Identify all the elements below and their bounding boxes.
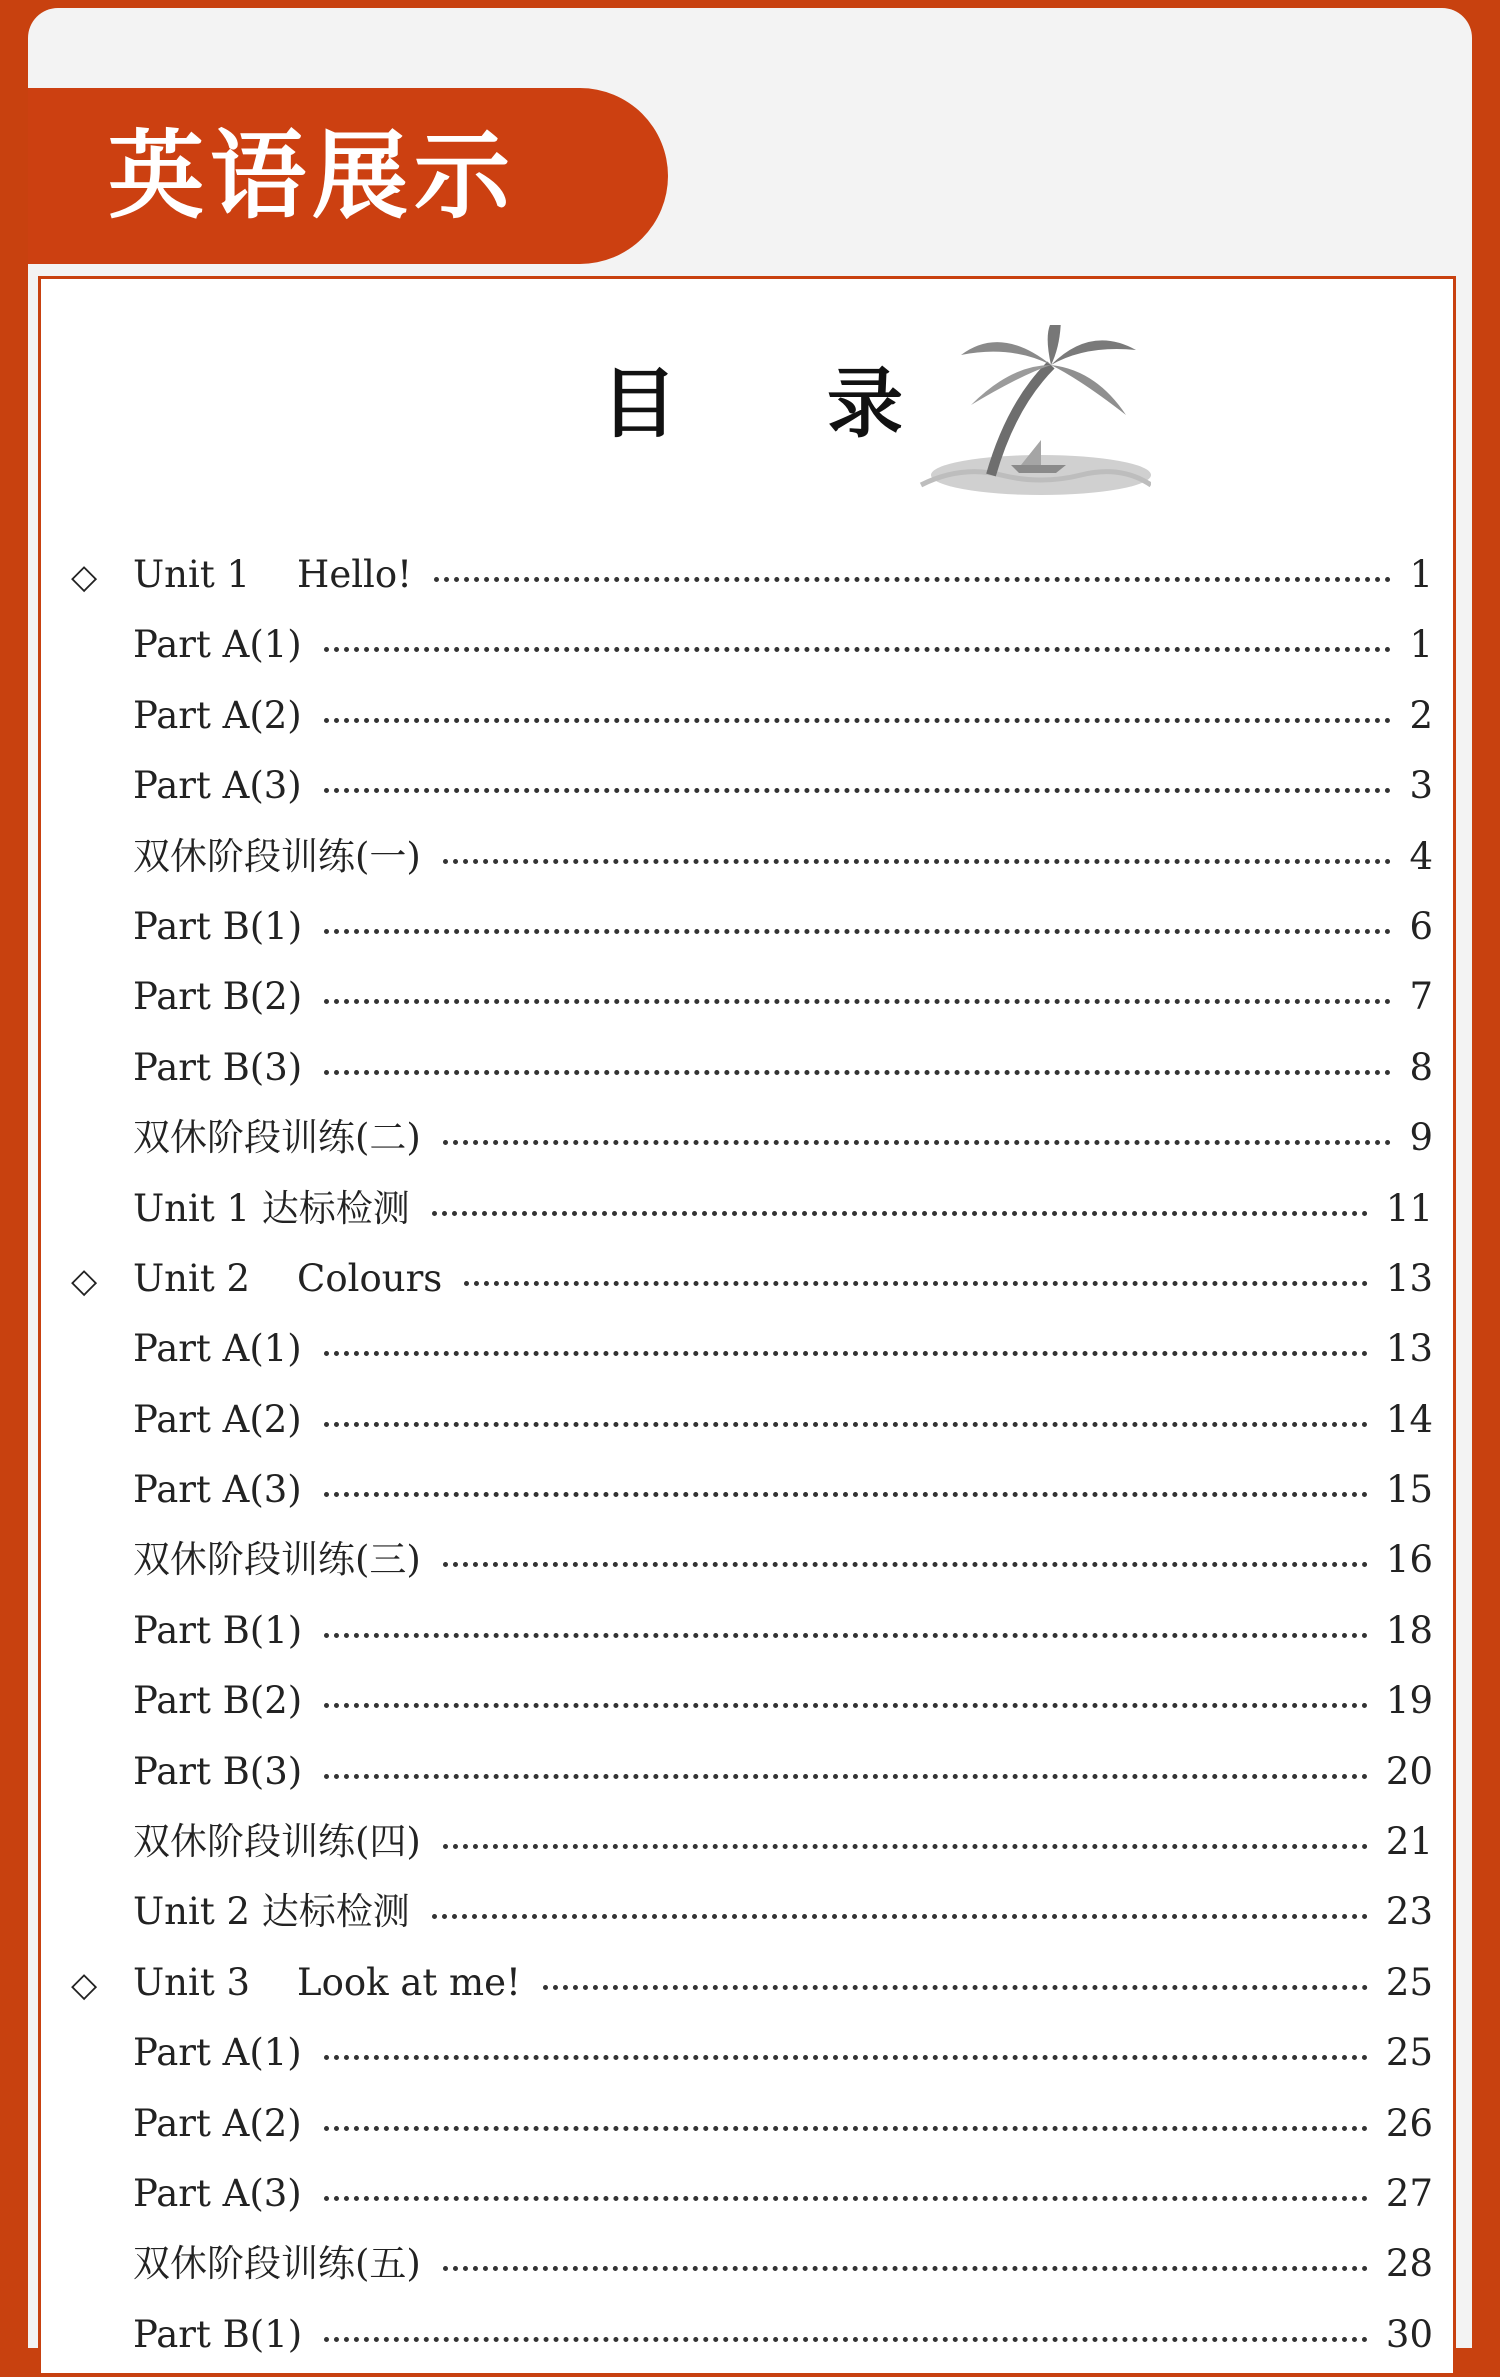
toc-leader-dots: [324, 1774, 1368, 1779]
toc-page-number: 20: [1385, 1749, 1433, 1793]
toc-leader-dots: [324, 1351, 1368, 1356]
toc-leader-dots: [434, 577, 1391, 582]
toc-list: [41, 547, 1459, 2377]
diamond-icon: ◇: [71, 557, 98, 597]
toc-page-number: 3: [1409, 764, 1433, 808]
toc-leader-dots: [443, 2266, 1368, 2271]
diamond-icon: ◇: [71, 1260, 98, 1301]
toc-entry-label: Unit 2 Colours: [133, 1256, 443, 1300]
toc-page-number: 7: [1409, 975, 1433, 1019]
toc-page-number: 26: [1385, 2101, 1433, 2145]
toc-entry-label: Part B(1): [133, 904, 303, 948]
toc-entry-label: Part A(3): [133, 1468, 302, 1512]
toc-page-number: 13: [1385, 1327, 1433, 1371]
toc-leader-dots: [324, 2126, 1368, 2131]
toc-leader-dots: [543, 1985, 1368, 1990]
toc-entry[interactable]: [41, 1321, 1459, 1391]
toc-entry[interactable]: [41, 1603, 1459, 1673]
toc-entry-label: Part A(3): [133, 764, 302, 808]
toc-entry[interactable]: [41, 2025, 1459, 2095]
toc-entry-label: Part A(2): [133, 2101, 302, 2145]
toc-panel: [38, 276, 1456, 2376]
toc-entry[interactable]: [41, 688, 1459, 758]
toc-entry[interactable]: [41, 829, 1459, 899]
toc-entry[interactable]: [41, 1532, 1459, 1602]
toc-entry[interactable]: [41, 969, 1459, 1039]
toc-entry[interactable]: [41, 1884, 1459, 1954]
toc-entry[interactable]: [41, 2166, 1459, 2236]
toc-page-number: 14: [1385, 1397, 1433, 1441]
toc-entry-label: 双休阶段训练(四): [133, 1820, 421, 1864]
header-banner: [28, 88, 668, 264]
toc-page-number: 4: [1409, 834, 1433, 878]
toc-leader-dots: [324, 1633, 1368, 1638]
toc-entry[interactable]: [41, 1181, 1459, 1251]
toc-entry-label: Part A(1): [133, 2031, 302, 2075]
toc-entry-label: Part B(2): [133, 975, 303, 1019]
toc-leader-dots: [432, 1914, 1368, 1919]
toc-entry[interactable]: [41, 1251, 1459, 1321]
toc-leader-dots: [324, 999, 1391, 1004]
toc-entry-label: Part B(2): [133, 1679, 303, 1723]
toc-entry[interactable]: [41, 1040, 1459, 1110]
toc-leader-dots: [324, 1492, 1368, 1497]
toc-leader-dots: [443, 1562, 1368, 1567]
toc-entry[interactable]: [41, 2236, 1459, 2306]
toc-entry-label: Part B(1): [133, 2312, 303, 2356]
toc-entry-label: Part A(3): [133, 2171, 302, 2215]
toc-entry[interactable]: [41, 1744, 1459, 1814]
toc-page-number: 11: [1385, 1186, 1433, 1230]
toc-leader-dots: [443, 1844, 1368, 1849]
toc-leader-dots: [324, 718, 1391, 723]
toc-entry[interactable]: [41, 617, 1459, 687]
toc-entry-label: Part A(1): [133, 623, 302, 667]
toc-entry-label: Part B(1): [133, 1608, 303, 1652]
toc-entry[interactable]: [41, 2307, 1459, 2377]
toc-leader-dots: [324, 1422, 1368, 1427]
toc-page-number: 8: [1409, 1045, 1433, 1089]
toc-leader-dots: [324, 2055, 1368, 2060]
toc-entry[interactable]: [41, 758, 1459, 828]
palm-island-icon: [901, 325, 1151, 505]
toc-page-number: 6: [1409, 904, 1433, 948]
toc-leader-dots: [324, 1070, 1391, 1075]
toc-leader-dots: [443, 1140, 1391, 1145]
toc-leader-dots: [324, 929, 1391, 934]
toc-entry-label: Part A(2): [133, 693, 302, 737]
toc-entry[interactable]: [41, 1110, 1459, 1180]
diamond-icon: ◇: [71, 1964, 98, 2005]
toc-page-number: 16: [1385, 1538, 1433, 1582]
toc-entry[interactable]: [41, 1392, 1459, 1462]
toc-leader-dots: [324, 1703, 1368, 1708]
toc-page-number: 23: [1385, 1890, 1433, 1934]
toc-entry-label: Part A(2): [133, 1397, 302, 1441]
toc-entry[interactable]: [41, 1462, 1459, 1532]
toc-entry-label: 双休阶段训练(一): [133, 834, 421, 878]
banner-title: 英语展示: [108, 120, 516, 232]
toc-page-number: 13: [1385, 1256, 1433, 1300]
toc-page-number: 2: [1409, 693, 1433, 737]
toc-entry-label: 双休阶段训练(二): [133, 1116, 421, 1160]
toc-page-number: 27: [1385, 2171, 1433, 2215]
toc-page-number: 1: [1409, 553, 1433, 596]
toc-page-number: 9: [1409, 1116, 1433, 1160]
toc-leader-dots: [324, 2196, 1368, 2201]
toc-page-number: 19: [1385, 1679, 1433, 1723]
toc-entry-label: 双休阶段训练(三): [133, 1538, 421, 1582]
toc-leader-dots: [432, 1211, 1368, 1216]
toc-entry[interactable]: [41, 2096, 1459, 2166]
toc-entry-label: Unit 1 达标检测: [133, 1186, 410, 1230]
toc-page-number: 30: [1385, 2312, 1433, 2356]
toc-leader-dots: [324, 647, 1391, 652]
toc-entry-label: 双休阶段训练(五): [133, 2242, 421, 2286]
toc-title-char-1: 目: [601, 359, 677, 448]
toc-entry[interactable]: [41, 1955, 1459, 2025]
toc-entry[interactable]: [41, 547, 1459, 617]
toc-entry-label: Unit 1 Hello!: [133, 553, 413, 596]
toc-leader-dots: [324, 788, 1391, 793]
toc-title: [601, 359, 903, 449]
toc-page-number: 1: [1409, 623, 1433, 667]
toc-page-number: 18: [1385, 1608, 1433, 1652]
toc-entry-label: Part A(1): [133, 1327, 302, 1371]
toc-entry-label: Part B(3): [133, 1045, 303, 1089]
toc-entry-label: Unit 3 Look at me!: [133, 1960, 521, 2004]
toc-page-number: 15: [1385, 1468, 1433, 1512]
toc-title-char-2: 录: [827, 359, 903, 448]
toc-entry[interactable]: [41, 1673, 1459, 1743]
toc-leader-dots: [443, 859, 1391, 864]
toc-entry[interactable]: [41, 899, 1459, 969]
toc-page-number: 25: [1385, 1960, 1433, 2004]
toc-entry[interactable]: [41, 1814, 1459, 1884]
toc-leader-dots: [464, 1281, 1368, 1286]
toc-entry-label: Part B(3): [133, 1749, 303, 1793]
toc-entry-label: Unit 2 达标检测: [133, 1890, 410, 1934]
toc-page-number: 21: [1385, 1820, 1433, 1864]
toc-page-number: 25: [1385, 2031, 1433, 2075]
page-card: [28, 8, 1472, 2356]
toc-leader-dots: [324, 2337, 1368, 2342]
toc-page-number: 28: [1385, 2242, 1433, 2286]
